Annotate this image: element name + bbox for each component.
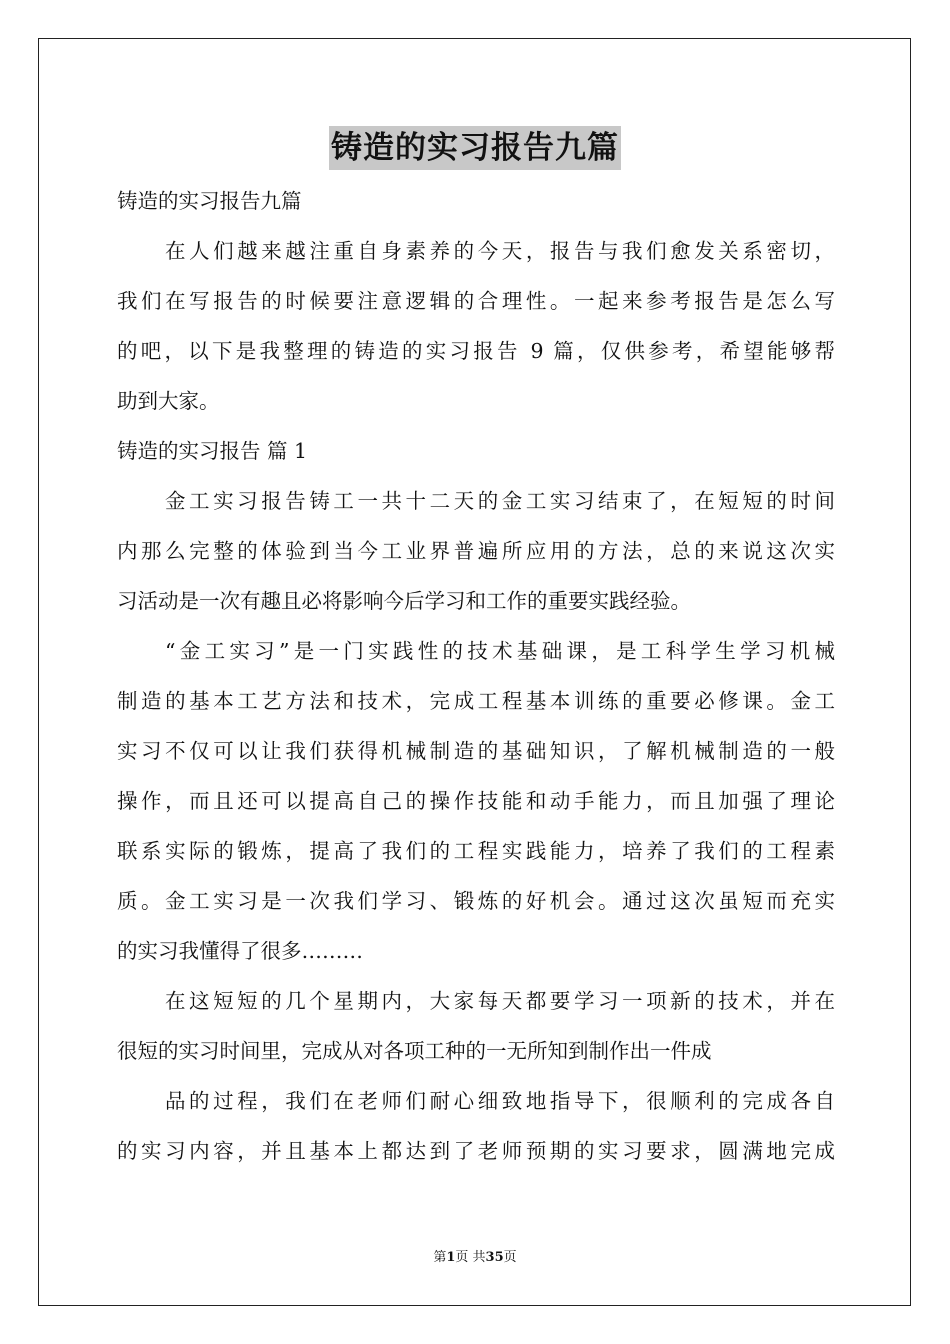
footer-suffix: 页 bbox=[503, 1250, 517, 1265]
text-line: 很短的实习时间里，完成从对各项工种的一无所知到制作出一件成 bbox=[117, 1039, 712, 1063]
text-line: 制造的基本工艺方法和技术，完成工程基本训练的重要必修课。金工 bbox=[117, 689, 835, 713]
text-line: 实习不仅可以让我们获得机械制造的基础知识，了解机械制造的一般 bbox=[117, 739, 835, 763]
text-line: 内那么完整的体验到当今工业界普遍所应用的方法，总的来说这次实 bbox=[117, 539, 835, 563]
footer-total-pages: 35 bbox=[485, 1250, 504, 1265]
document-body bbox=[117, 176, 835, 1176]
footer-prefix: 第 bbox=[433, 1250, 447, 1265]
text-line: 的实习内容，并且基本上都达到了老师预期的实习要求，圆满地完成 bbox=[117, 1139, 835, 1163]
document-title: 铸造的实习报告九篇 bbox=[329, 126, 621, 170]
text-line: 操作，而且还可以提高自己的操作技能和动手能力，而且加强了理论 bbox=[117, 789, 835, 813]
text-line: 的吧，以下是我整理的铸造的实习报告 9 篇，仅供参考，希望能够帮 bbox=[117, 339, 835, 363]
text-line: 习活动是一次有趣且必将影响今后学习和工作的重要实践经验。 bbox=[117, 589, 691, 613]
text-line: 质。金工实习是一次我们学习、锻炼的好机会。通过这次虽短而充实 bbox=[117, 889, 835, 913]
text-line: 金工实习报告铸工一共十二天的金工实习结束了，在短短的时间 bbox=[165, 489, 835, 513]
text-line: 我们在写报告的时候要注意逻辑的合理性。一起来参考报告是怎么写 bbox=[117, 289, 835, 313]
footer-page-number: 1 bbox=[446, 1250, 456, 1265]
text-line: 联系实际的锻炼，提高了我们的工程实践能力，培养了我们的工程素 bbox=[117, 839, 835, 863]
text-line: “金工实习”是一门实践性的技术基础课，是工科学生学习机械 bbox=[165, 639, 835, 663]
text-line: 的实习我懂得了很多……… bbox=[117, 939, 363, 963]
text-line: 品的过程，我们在老师们耐心细致地指导下，很顺利的完成各自 bbox=[165, 1089, 835, 1113]
footer-middle: 页 共 bbox=[455, 1250, 486, 1265]
text-line: 在人们越来越注重自身素养的今天，报告与我们愈发关系密切， bbox=[165, 239, 835, 263]
text-line: 铸造的实习报告 篇 1 bbox=[117, 439, 308, 463]
text-line: 在这短短的几个星期内，大家每天都要学习一项新的技术，并在 bbox=[165, 989, 835, 1013]
page-footer bbox=[0, 1246, 950, 1265]
text-line: 助到大家。 bbox=[117, 389, 220, 413]
text-line: 铸造的实习报告九篇 bbox=[117, 189, 302, 213]
title-container bbox=[0, 126, 950, 170]
